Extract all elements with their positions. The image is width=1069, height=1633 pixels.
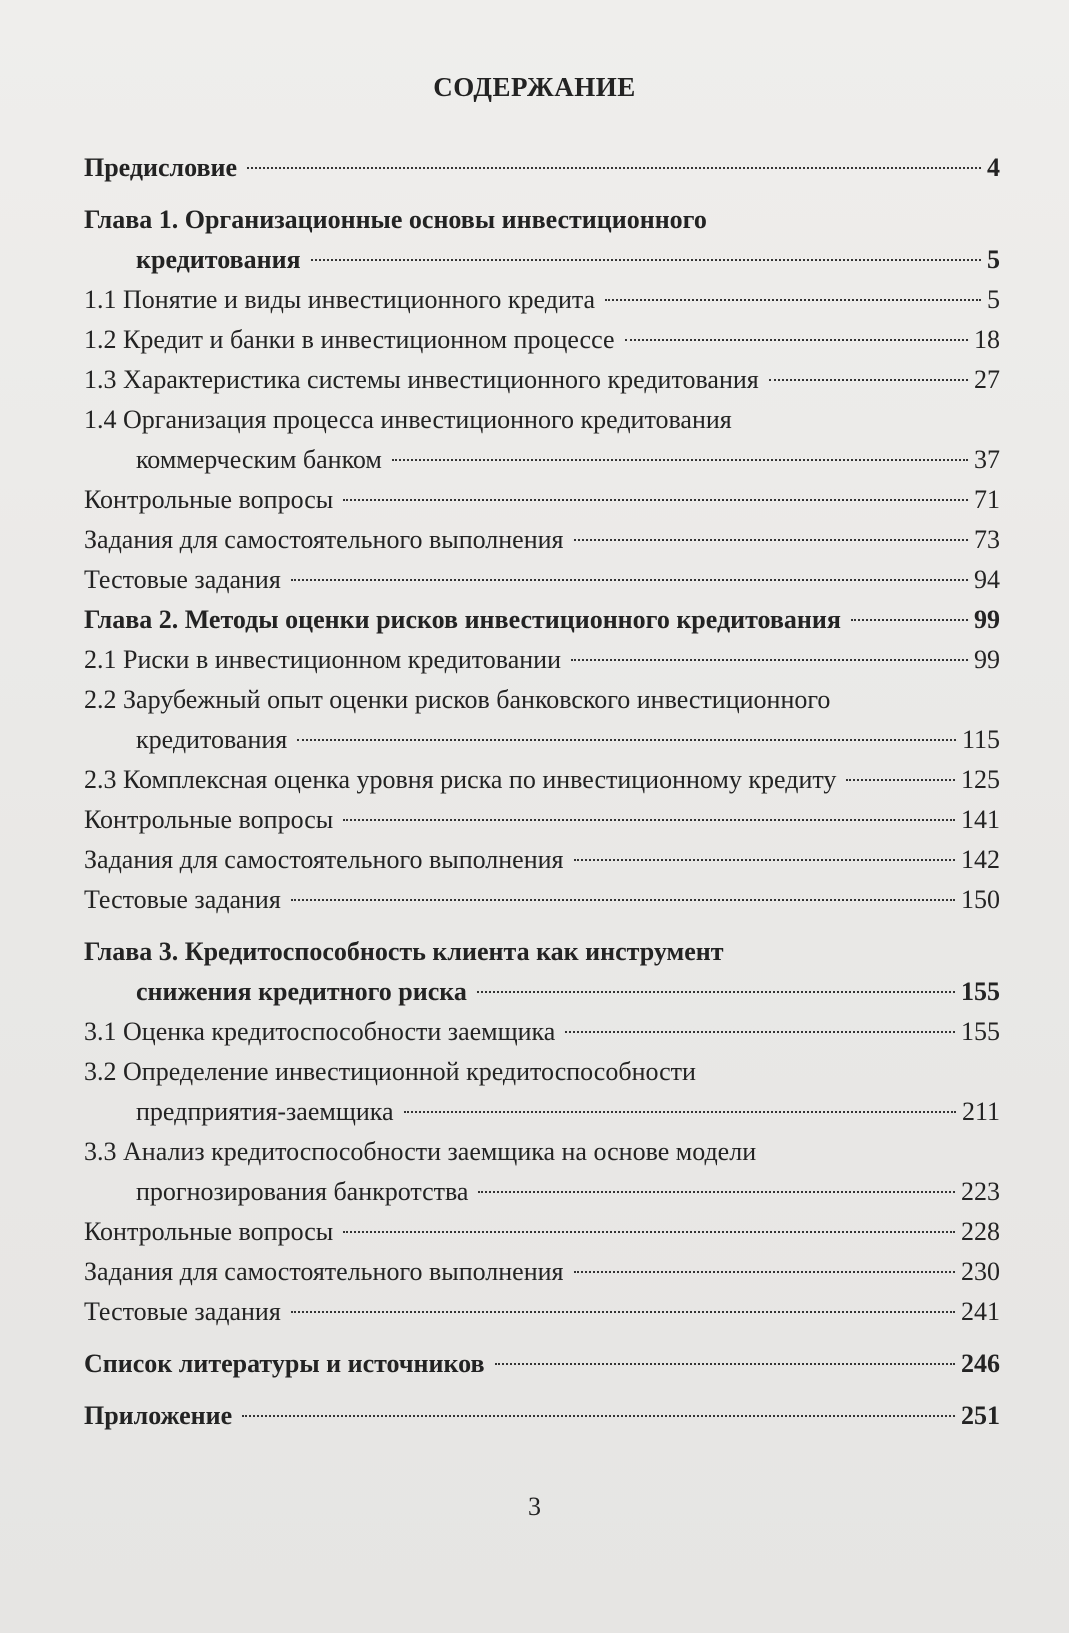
toc-entry-ch2-tests (84, 880, 1000, 920)
leader-dots (478, 1191, 955, 1193)
leader-dots (574, 859, 955, 861)
toc-entry-1-2 (84, 320, 1000, 360)
toc-page-number: 71 (974, 485, 1000, 514)
toc-label: предприятия-заемщика (136, 1097, 394, 1126)
toc-entry-ch2-questions (84, 800, 1000, 840)
toc-label: кредитования (136, 245, 301, 274)
leader-dots (846, 779, 955, 781)
toc-entry-1-4 (84, 440, 1000, 480)
toc-entry-2-1 (84, 640, 1000, 680)
toc-page-number: 155 (961, 977, 1000, 1006)
leader-dots (392, 459, 968, 461)
toc-page-number: 94 (974, 565, 1000, 594)
leader-dots (625, 339, 969, 341)
toc-label: Задания для самостоятельного выполнения (84, 1257, 564, 1286)
toc-entry-chapter-2 (84, 600, 1000, 640)
toc-entry-1-3 (84, 360, 1000, 400)
leader-dots (605, 299, 981, 301)
leader-dots (291, 1311, 955, 1313)
toc-entry-3-3 (84, 1172, 1000, 1212)
toc-entry-ch1-questions (84, 480, 1000, 520)
toc-label: 3.1 Оценка кредитоспособности заемщика (84, 1017, 556, 1046)
toc-entry-ch1-tests (84, 560, 1000, 600)
toc-label: Предисловие (84, 153, 238, 182)
toc-page-number: 241 (961, 1297, 1000, 1326)
leader-dots (565, 1031, 955, 1033)
toc-page-number: 5 (987, 285, 1000, 314)
toc-label: Глава 2. Методы оценки рисков инвестиционного кредитования (84, 605, 841, 634)
toc-label: Тестовые задания (84, 565, 281, 594)
leader-dots (574, 539, 968, 541)
toc-entry-2-2 (84, 720, 1000, 760)
toc-label: Список литературы и источников (84, 1349, 485, 1378)
leader-dots (297, 739, 956, 741)
toc-entry-3-2-title: 3.2 Определение инвестиционной кредитоспособности (84, 1057, 696, 1086)
toc-page-number: 155 (961, 1017, 1000, 1046)
page-number: 3 (528, 1492, 541, 1521)
toc-label: прогнозирования банкротства (136, 1177, 469, 1206)
toc-page-number: 228 (961, 1217, 1000, 1246)
toc-label: Контрольные вопросы (84, 485, 334, 514)
toc-entry-ch3-tasks (84, 1252, 1000, 1292)
toc-entry-2-2-title: 2.2 Зарубежный опыт оценки рисков банковского инвестиционного (84, 685, 831, 714)
toc-page-number: 246 (961, 1349, 1000, 1378)
toc-label: Задания для самостоятельного выполнения (84, 845, 564, 874)
toc-chapter-1-title: Глава 1. Организационные основы инвестиционного (84, 205, 707, 234)
toc-page-number: 251 (961, 1401, 1000, 1430)
toc-page-number: 115 (961, 725, 1000, 754)
page-title: СОДЕРЖАНИЕ (433, 72, 636, 102)
leader-dots (291, 899, 955, 901)
leader-dots (574, 1271, 955, 1273)
toc-entry-ch2-tasks (84, 840, 1000, 880)
toc-page-number: 230 (961, 1257, 1000, 1286)
toc-page-number: 37 (974, 445, 1000, 474)
toc-entry-1-1 (84, 280, 1000, 320)
toc-entry-chapter-3 (84, 972, 1000, 1012)
toc-label: Контрольные вопросы (84, 1217, 334, 1246)
toc-page-number: 73 (974, 525, 1000, 554)
leader-dots (343, 1231, 955, 1233)
leader-dots (851, 619, 968, 621)
toc-entry-3-3-title: 3.3 Анализ кредитоспособности заемщика на основе модели (84, 1137, 757, 1166)
toc-entry-2-3 (84, 760, 1000, 800)
toc-entry-3-1 (84, 1012, 1000, 1052)
toc-label: Задания для самостоятельного выполнения (84, 525, 564, 554)
toc-label: 1.1 Понятие и виды инвестиционного кредита (84, 285, 596, 314)
toc-page-number: 125 (961, 765, 1000, 794)
toc-label: 1.2 Кредит и банки в инвестиционном процессе (84, 325, 615, 354)
toc-page-number: 5 (987, 245, 1000, 274)
toc-label: снижения кредитного риска (136, 977, 467, 1006)
leader-dots (247, 167, 981, 169)
toc-label: 2.3 Комплексная оценка уровня риска по инвестиционному кредиту (84, 765, 837, 794)
leader-dots (343, 499, 968, 501)
toc-entry-3-2 (84, 1092, 1000, 1132)
toc-label: Приложение (84, 1401, 233, 1430)
toc-chapter-3-title: Глава 3. Кредитоспособность клиента как инструмент (84, 937, 724, 966)
toc-page-number: 141 (961, 805, 1000, 834)
leader-dots (571, 659, 968, 661)
toc-entry-appendix (84, 1396, 1000, 1436)
toc-entry-ch3-questions (84, 1212, 1000, 1252)
toc-entry-1-4-title: 1.4 Организация процесса инвестиционного кредитования (84, 405, 732, 434)
toc-page-number: 150 (961, 885, 1000, 914)
toc-page-number: 99 (974, 645, 1000, 674)
leader-dots (343, 819, 955, 821)
toc-label: Тестовые задания (84, 885, 281, 914)
toc-label: 2.1 Риски в инвестиционном кредитовании (84, 645, 562, 674)
toc-label: 1.3 Характеристика системы инвестиционного кредитования (84, 365, 759, 394)
toc-page-number: 27 (974, 365, 1000, 394)
toc-page-number: 142 (961, 845, 1000, 874)
toc-page-number: 4 (987, 153, 1000, 182)
leader-dots (769, 379, 968, 381)
toc-label: Контрольные вопросы (84, 805, 334, 834)
table-of-contents (84, 148, 1000, 1436)
leader-dots (495, 1363, 955, 1365)
toc-label: Тестовые задания (84, 1297, 281, 1326)
toc-entry-ch1-tasks (84, 520, 1000, 560)
toc-entry-ch3-tests (84, 1292, 1000, 1332)
toc-label: кредитования (136, 725, 288, 754)
leader-dots (311, 259, 981, 261)
toc-label: коммерческим банком (136, 445, 382, 474)
toc-page-number: 211 (961, 1097, 1000, 1126)
leader-dots (404, 1111, 956, 1113)
leader-dots (242, 1415, 955, 1417)
leader-dots (291, 579, 968, 581)
toc-entry-chapter-1 (84, 240, 1000, 280)
toc-entry-preface (84, 148, 1000, 188)
toc-page-number: 99 (974, 605, 1000, 634)
leader-dots (477, 991, 955, 993)
toc-entry-bibliography (84, 1344, 1000, 1384)
toc-page-number: 18 (974, 325, 1000, 354)
toc-page-number: 223 (961, 1177, 1000, 1206)
